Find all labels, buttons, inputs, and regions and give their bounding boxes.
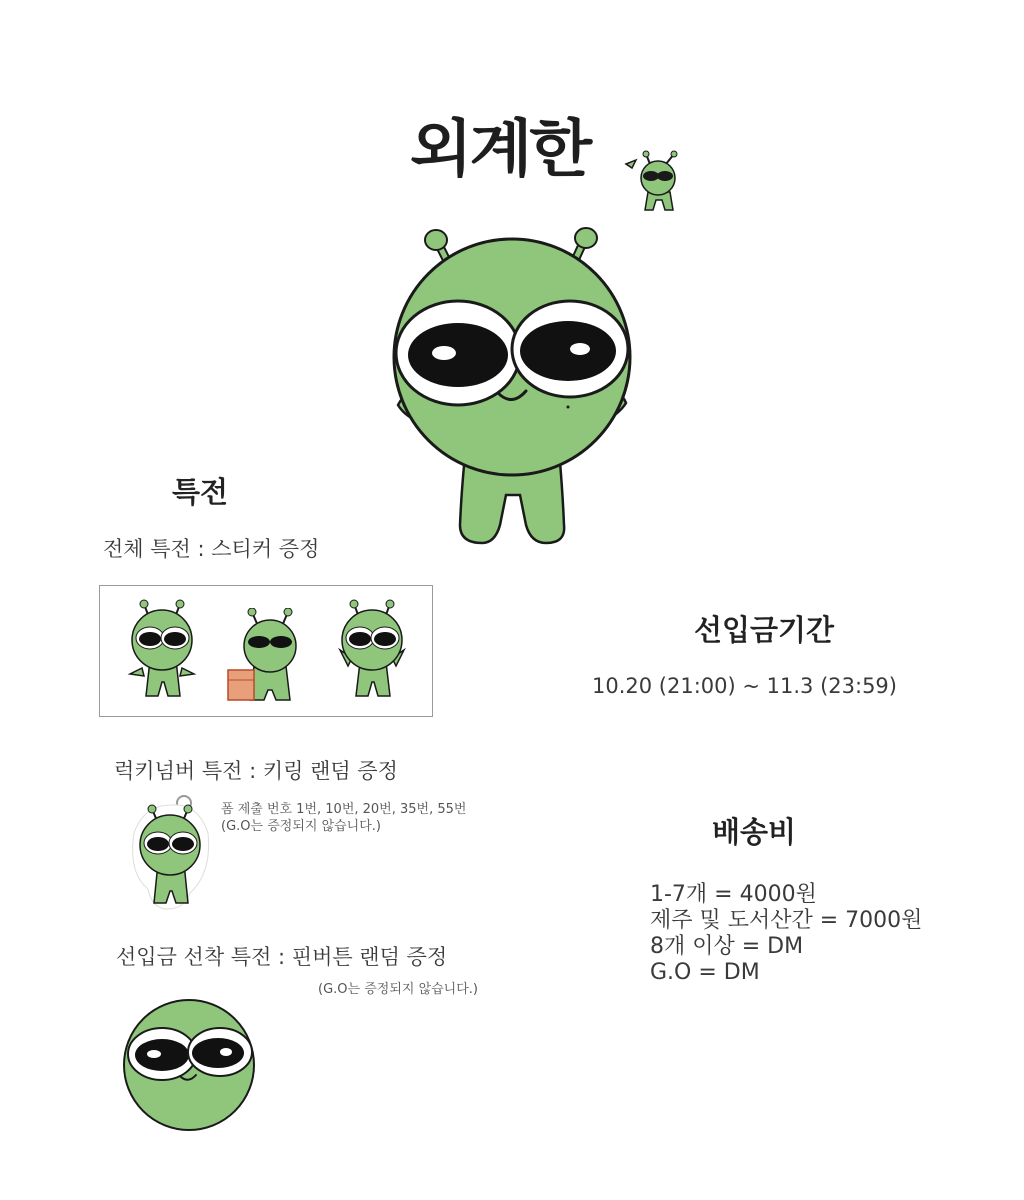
shipping-line: 1-7개 = 4000원 <box>650 882 817 907</box>
alien-small-icon <box>620 150 690 215</box>
sticker-sheet <box>99 585 433 717</box>
shipping-line: 제주 및 도서산간 = 7000원 <box>650 908 923 933</box>
shipping-heading: 배송비 <box>712 815 797 849</box>
lucky-benefit-label: 럭키넘버 특전 : 키링 랜덤 증정 <box>114 759 398 783</box>
pin-button-icon <box>122 998 256 1132</box>
early-benefit-label: 선입금 선착 특전 : 핀버튼 랜덤 증정 <box>116 945 448 969</box>
shipping-line: 8개 이상 = DM <box>650 934 804 959</box>
benefits-heading: 특전 <box>172 475 229 509</box>
shipping-line: G.O = DM <box>650 960 760 985</box>
deposit-period: 10.20 (21:00) ~ 11.3 (23:59) <box>592 674 897 698</box>
all-benefit-label: 전체 특전 : 스티커 증정 <box>103 537 320 561</box>
shipping-fee-list <box>650 882 922 986</box>
sticker-alien-2-icon <box>222 608 312 708</box>
sticker-alien-1-icon <box>122 598 202 708</box>
deposit-heading: 선입금기간 <box>694 613 835 647</box>
lucky-note-numbers: 폼 제출 번호 1번, 10번, 20번, 35번, 55번 <box>221 802 467 817</box>
lucky-note-exclusion: (G.O는 증정되지 않습니다.) <box>221 819 382 834</box>
sticker-alien-3-icon <box>332 598 412 708</box>
keyring-icon <box>128 793 214 911</box>
page-title: 외계한 <box>409 112 589 185</box>
alien-mascot-icon <box>390 225 635 550</box>
early-note-exclusion: (G.O는 증정되지 않습니다.) <box>318 982 479 997</box>
